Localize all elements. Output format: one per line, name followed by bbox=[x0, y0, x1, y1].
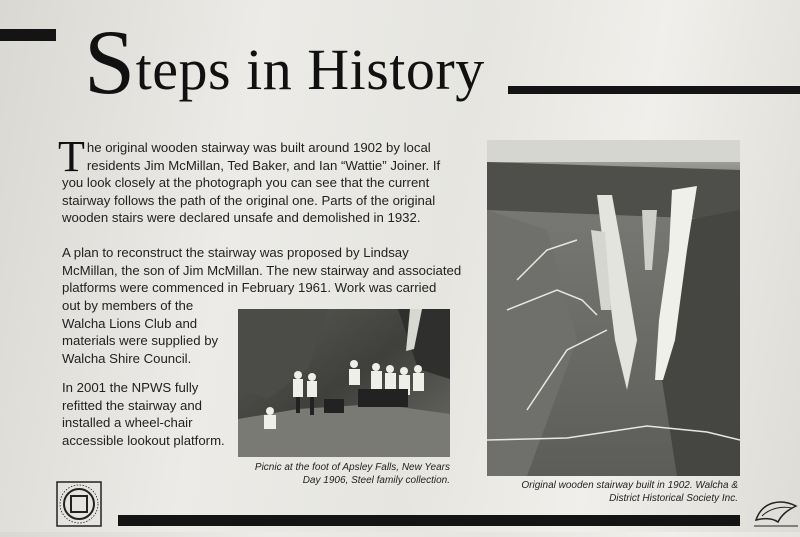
waterfall-photo bbox=[487, 140, 740, 476]
paragraph-history-text: he original wooden stairway was built around 1902 by local residents Jim McMillan, Ted Baker, and Ian “Wattie” Joiner. If you look closely at the photograph you can see that the current stairway follows the path of the original one. Parts of the original wooden stairs were declared unsafe and demolished in 1932. bbox=[62, 140, 441, 225]
bottom-bar bbox=[118, 515, 740, 526]
waterfall-photo-image bbox=[487, 140, 740, 476]
waterfall-photo-caption: Original wooden stairway built in 1902. Walcha & District Historical Society Inc. bbox=[521, 480, 738, 504]
picnic-photo-caption: Picnic at the foot of Apsley Falls, New Years Day 1906, Steel family collection. bbox=[254, 462, 450, 486]
paragraph-history bbox=[58, 132, 456, 227]
top-left-bar bbox=[0, 29, 56, 41]
page-title: Steps in History bbox=[84, 11, 485, 113]
paragraph-npws: In 2001 the NPWS fully refitted the stairway and installed a wheel-chair accessible lookout platform. bbox=[62, 380, 225, 448]
drop-cap: T bbox=[58, 132, 85, 181]
picnic-photo-image bbox=[238, 309, 450, 457]
world-heritage-emblem-icon bbox=[56, 481, 102, 532]
paragraph-reconstruction: A plan to reconstruct the stairway was proposed by Lindsay McMillan, the son of Jim McMillan. The new stairway and associated platforms were commenced in February 1961. Work was carried bbox=[62, 245, 462, 295]
heritage-area-logo-icon bbox=[752, 492, 800, 537]
title-underline-bar bbox=[508, 86, 800, 94]
picnic-photo bbox=[238, 309, 450, 457]
paragraph-reconstruction-continued: out by members of the Walcha Lions Club and materials were supplied by Walcha Shire Council. bbox=[62, 298, 219, 366]
